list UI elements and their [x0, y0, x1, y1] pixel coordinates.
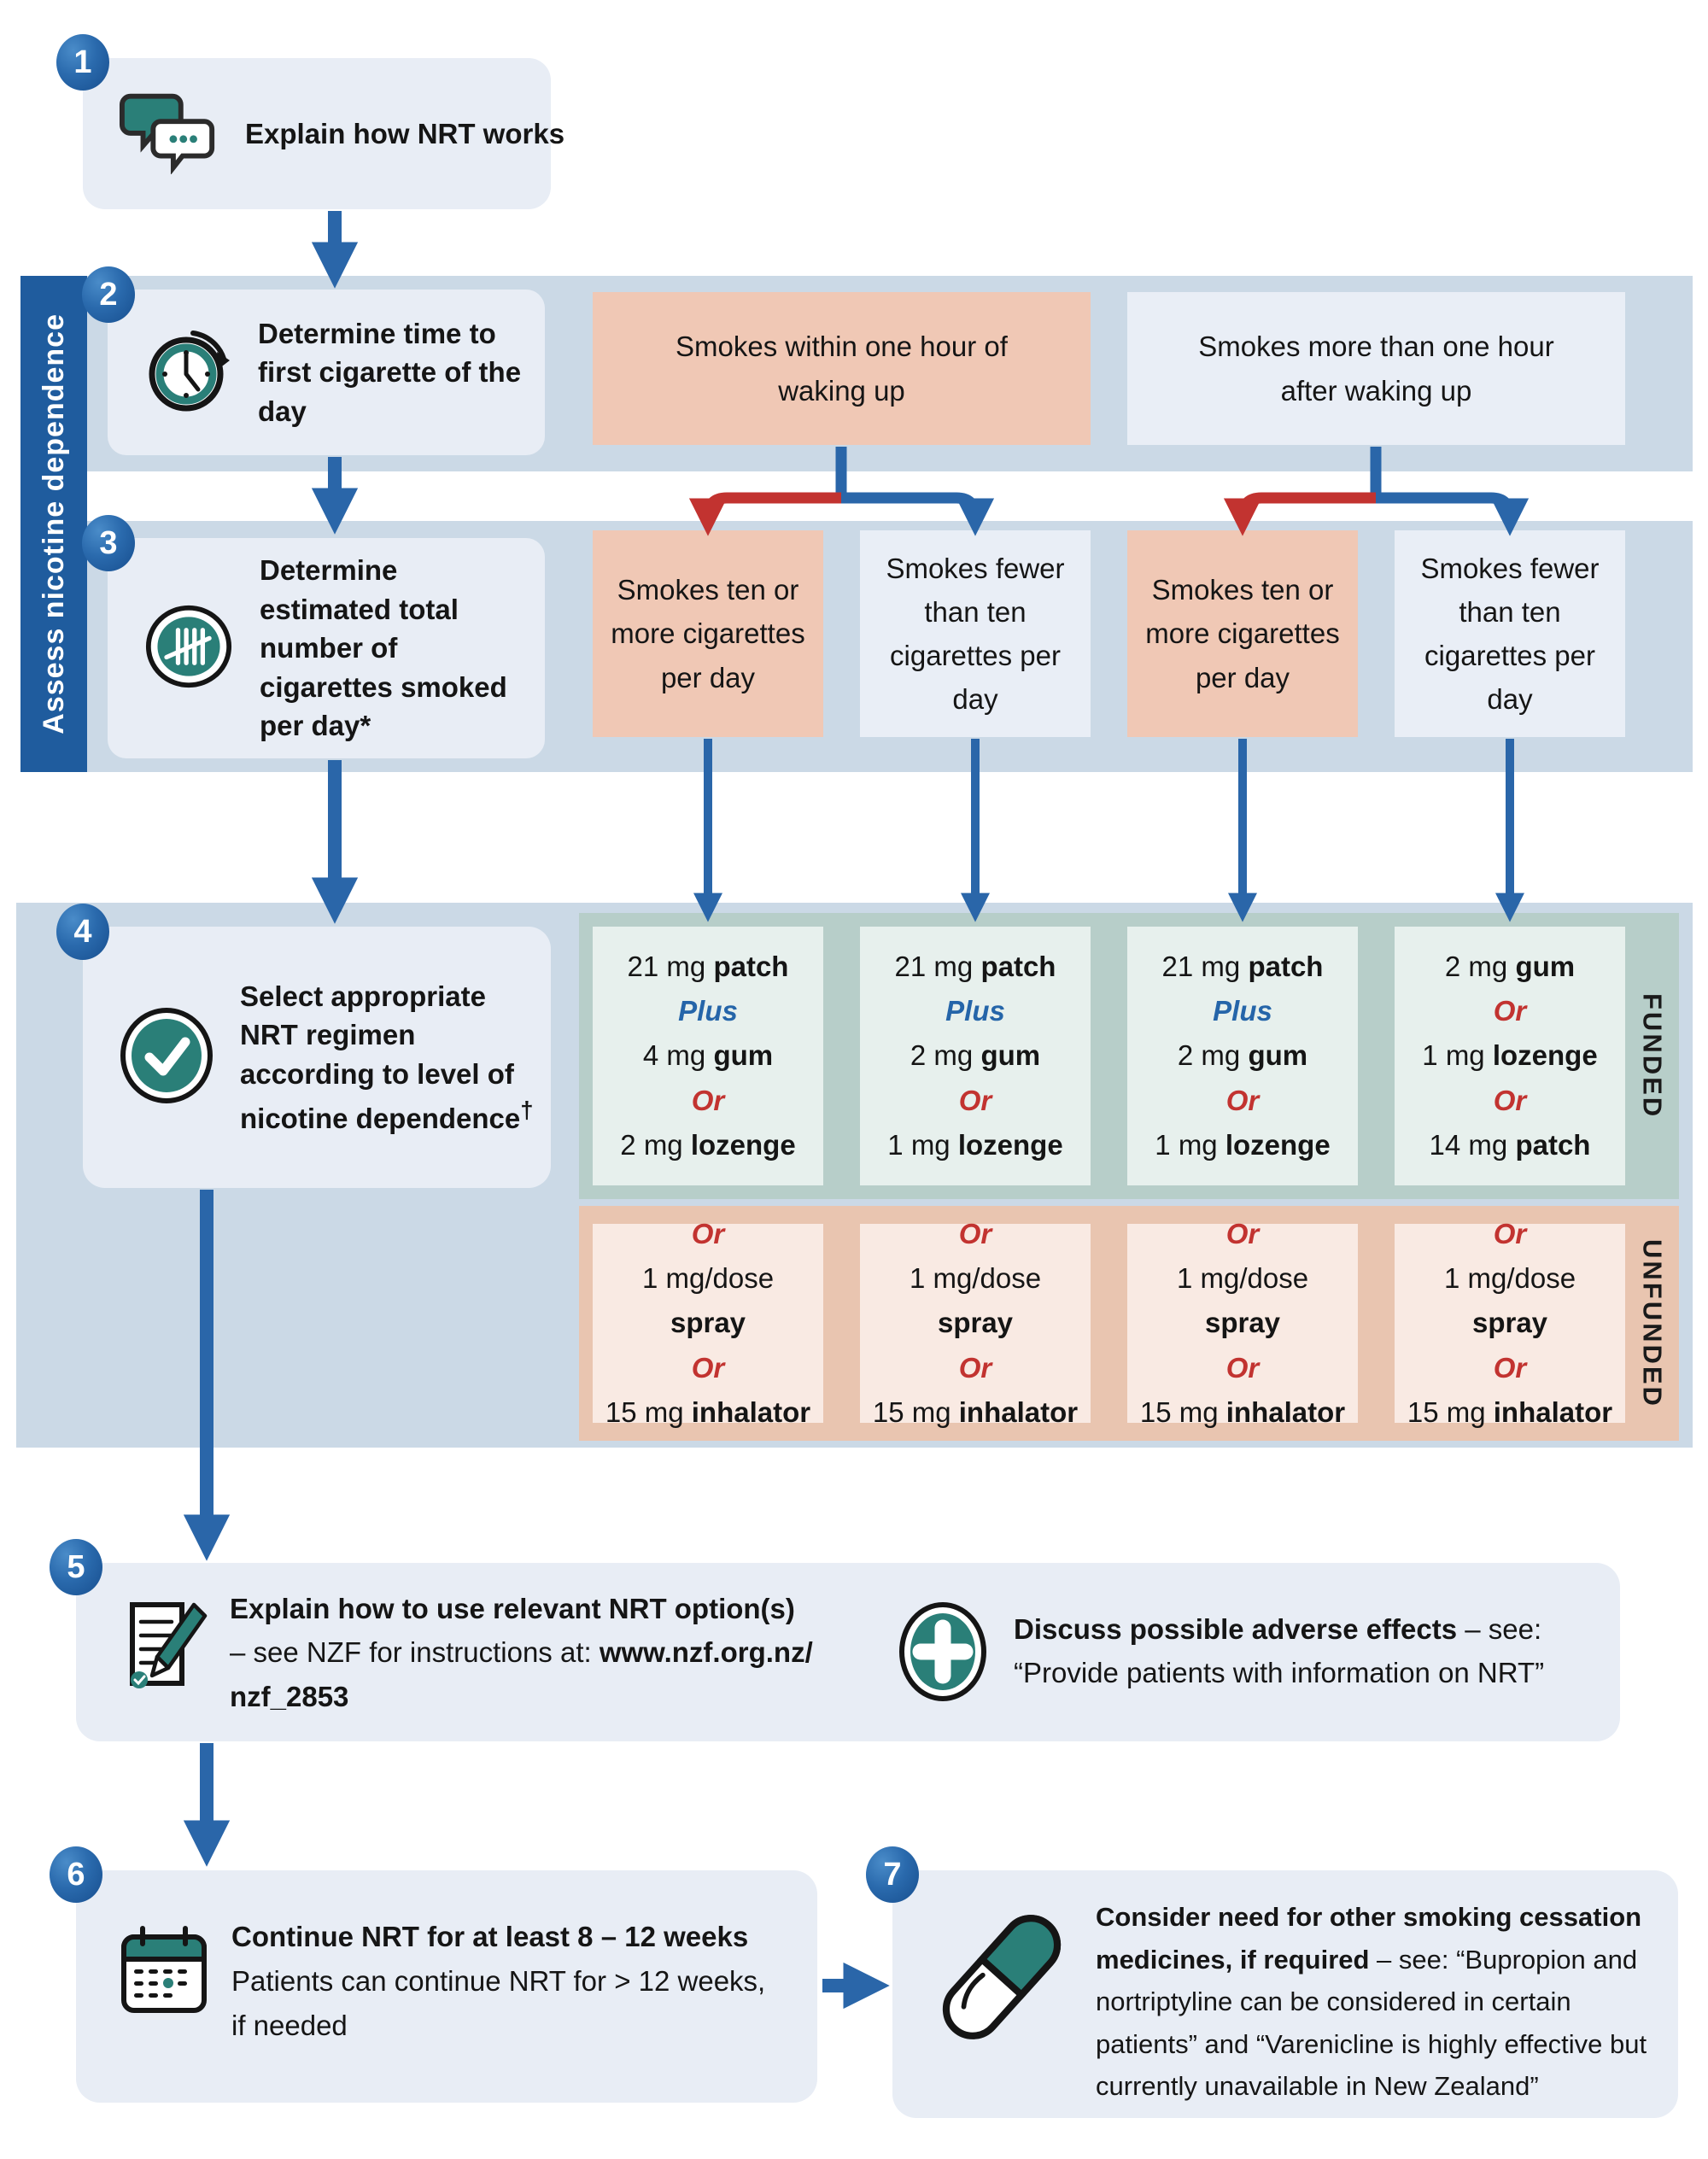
decision-fewer-than-ten-2: Smokes fewer than ten cigarettes per day — [1395, 530, 1625, 737]
step3-badge: 3 — [82, 515, 135, 571]
branch-a-red-arm — [708, 498, 841, 521]
clock-icon — [143, 326, 232, 419]
chat-bubbles-icon — [119, 89, 219, 178]
step3-box — [108, 538, 545, 758]
decision-smokes-within-one-hour: Smokes within one hour of waking up — [593, 292, 1091, 445]
step3-title: Determine estimated total number of cigarettes smoked per day* — [260, 554, 507, 742]
step2-title: Determine time to first cigarette of the day — [258, 317, 522, 427]
unfunded-regimen-col2: Or 1 mg/dose spray Or 15 mg inhalator — [860, 1224, 1091, 1423]
step5-right-text: Discuss possible adverse effects – see: “Provide patients with information on NRT” — [1014, 1613, 1545, 1689]
step6-box — [76, 1870, 817, 2103]
branch-b-red-arm — [1243, 498, 1376, 521]
step5-left-text: Explain how to use relevant NRT option(s) – see NZF for instructions at: www.nzf.org.nz/ nzf_2853 — [230, 1587, 939, 1718]
branch-a-blue-arm — [841, 498, 975, 521]
capsule-icon — [925, 1896, 1079, 2062]
step5-title: Explain how to use relevant NRT option(s) — [230, 1593, 795, 1624]
decision-ten-or-more-2: Smokes ten or more cigarettes per day — [1127, 530, 1358, 737]
step4-badge: 4 — [56, 904, 109, 960]
step6-text — [231, 1915, 787, 2048]
funded-label: FUNDED — [1637, 992, 1668, 1120]
calendar-icon — [117, 1922, 211, 2022]
step7-badge: 7 — [866, 1846, 919, 1903]
step6-title: Continue NRT for at least 8 – 12 weeks — [231, 1921, 749, 1952]
step5-box — [76, 1563, 1620, 1741]
funded-regimen-col1: 21 mg patch Plus 4 mg gum Or 2 mg lozenge — [593, 927, 823, 1185]
step7-box — [892, 1870, 1678, 2118]
step4-title: Select appropriate NRT regimen according to level of nicotine dependence† — [240, 980, 534, 1134]
step2-box — [108, 290, 545, 455]
step4-box — [83, 927, 551, 1188]
decision-ten-or-more-1: Smokes ten or more cigarettes per day — [593, 530, 823, 737]
step6-badge: 6 — [50, 1846, 102, 1903]
step7-text: Consider need for other smoking cessation medicines, if required – see: “Bupropion and nortriptyline can be considered in certain patients” and “Varenicline is highly effective but currently unavailable in New Zealand” — [1096, 1902, 1647, 2102]
unfunded-regimen-col4: Or 1 mg/dose spray Or 15 mg inhalator — [1395, 1224, 1625, 1423]
step6-sub: Patients can continue NRT for > 12 weeks, if needed — [231, 1965, 766, 2042]
step1-box — [83, 58, 565, 209]
step2-badge: 2 — [82, 266, 135, 323]
funded-regimen-col2: 21 mg patch Plus 2 mg gum Or 1 mg lozenge — [860, 927, 1091, 1185]
funded-regimen-col4: 2 mg gum Or 1 mg lozenge Or 14 mg patch — [1395, 927, 1625, 1185]
sidebar-assess-nicotine-dependence — [20, 276, 87, 772]
sidebar-label: Assess nicotine dependence — [37, 313, 70, 734]
check-circle-icon — [119, 1006, 214, 1109]
branch-b-blue-arm — [1376, 498, 1510, 521]
step5-badge: 5 — [50, 1539, 102, 1595]
notepad-pen-icon — [120, 1597, 209, 1711]
funded-regimen-col3: 21 mg patch Plus 2 mg gum Or 1 mg lozenge — [1127, 927, 1358, 1185]
decision-fewer-than-ten-1: Smokes fewer than ten cigarettes per day — [860, 530, 1091, 737]
decision-smokes-after-one-hour: Smokes more than one hour after waking up — [1127, 292, 1625, 445]
unfunded-label: UNFUNDED — [1637, 1238, 1668, 1408]
unfunded-regimen-col1: Or 1 mg/dose spray Or 15 mg inhalator — [593, 1224, 823, 1423]
step1-badge: 1 — [56, 34, 109, 91]
medical-cross-icon — [898, 1600, 988, 1707]
unfunded-regimen-col3: Or 1 mg/dose spray Or 15 mg inhalator — [1127, 1224, 1358, 1423]
tally-marks-icon — [143, 603, 234, 694]
step4-dagger: † — [520, 1096, 534, 1123]
step1-title: Explain how NRT works — [245, 117, 565, 149]
